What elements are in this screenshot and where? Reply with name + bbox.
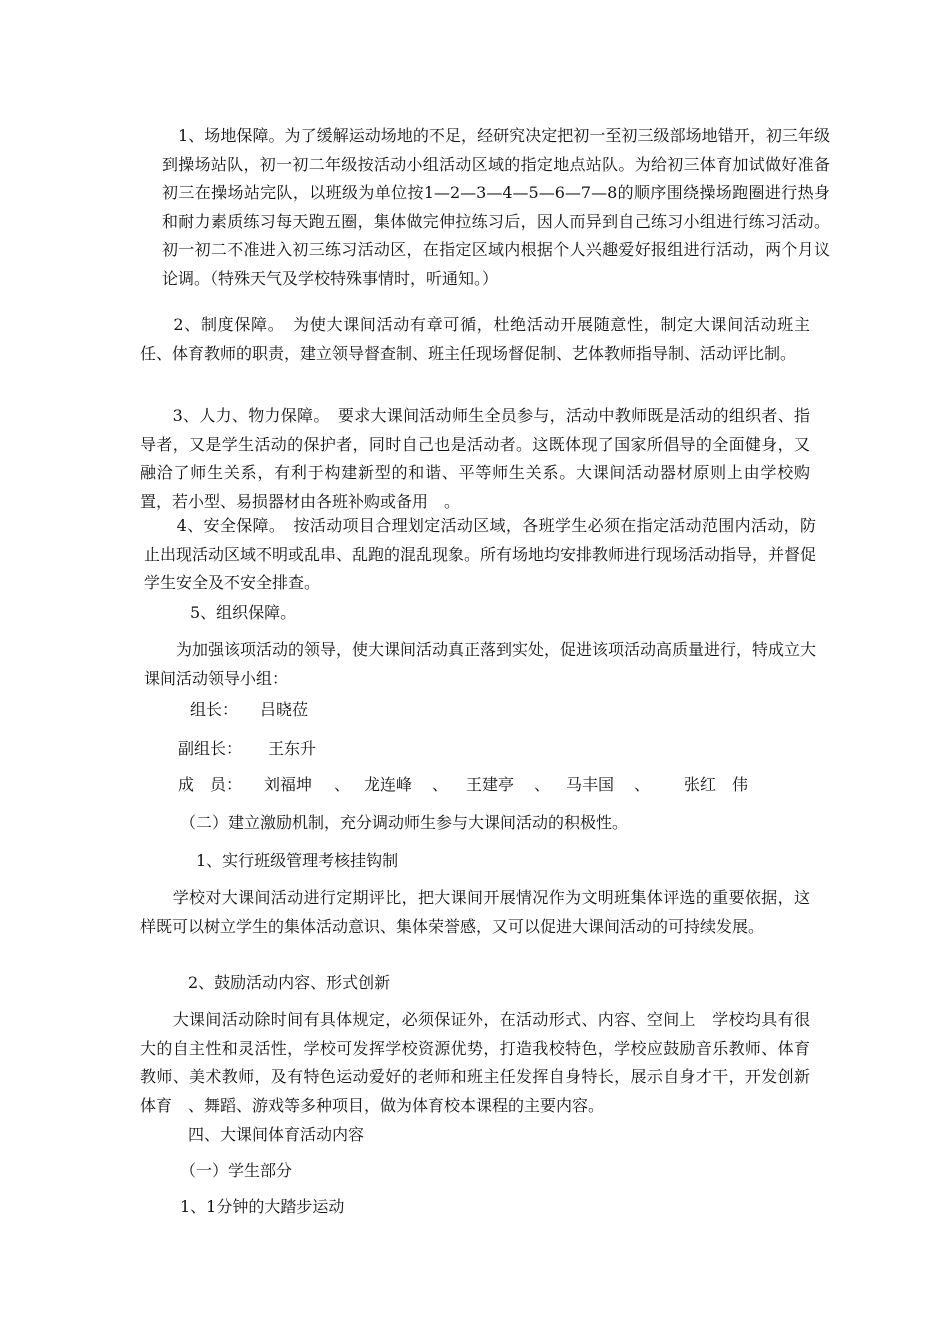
member-2: 龙连峰	[364, 775, 413, 794]
member-4: 马丰国	[566, 775, 615, 794]
leader-name: 吕晓莅	[260, 700, 309, 719]
separator: 、	[334, 775, 351, 794]
deputy-label: 副组长：	[178, 739, 243, 758]
leader-label: 组长：	[190, 700, 239, 719]
section-incentive-heading: （二）建立激励机制，充分调动师生参与大课间活动的积极性。	[180, 813, 629, 832]
paragraph-venue: 1、场地保障。为了缓解运动场地的不足，经研究决定把初一至初三级部场地错开，初三年级到操场站队，初一初二年级按活动小组活动区域的指定地点站队。为给初三体育加试做好准备初三在操场站完队，以班级为单位按1—2—3—4—5—6—7—8的顺序围绕操场跑圈进行热身和耐力素质练习每天跑五圈，集体做完伸拉练习后，因人而异到自己练习小组进行练习活动。初一初二不准进入初三练习活动区，在指定区域内根据个人兴趣爱好报组进行活动，两个月议论调。（特殊天气及学校特殊事情时，听通知。）	[162, 126, 830, 288]
paragraph-leadership: 为加强该项活动的领导，使大课间活动真正落到实处，促进该项活动高质量进行，特成立大课间活动领导小组：	[144, 640, 817, 688]
paragraph-innovation: 大课间活动除时间有具体规定，必须保证外，在活动形式、内容、空间上 学校均具有很大的自主性和灵活性，学校可发挥学校资源优势，打造我校特色，学校应鼓励音乐教师、体育教师、美术教师，及有特色运动爱好的老师和班主任发挥自身特长，展示自身才干，开发创新体育 、舞蹈、游戏等多种项目，做为体育校本课程的主要内容。	[140, 1010, 810, 1115]
separator: 、	[534, 775, 551, 794]
subheading-innovation: 2、鼓励活动内容、形式创新	[188, 973, 391, 992]
section-content-heading: 四、大课间体育活动内容	[188, 1125, 365, 1144]
subheading-class-management: 1、实行班级管理考核挂钩制	[196, 851, 399, 870]
separator: 、	[432, 775, 449, 794]
paragraph-resources: 3、人力、物力保障。 要求大课间活动师生全员参与，活动中教师既是活动的组织者、指导者，又是学生活动的保护者，同时自己也是活动者。这既体现了国家所倡导的全面健身，又融洽了师生关系，有利于构建新型的和谐、平等师生关系。大课间活动器材原则上由学校购置，若小型、易损器材由各班补购或备用 。	[140, 406, 810, 511]
paragraph-evaluation: 学校对大课间活动进行定期评比，把大课间开展情况作为文明班集体评选的重要依据，这样既可以树立学生的集体活动意识、集体荣誉感，又可以促进大课间活动的可持续发展。	[140, 888, 810, 936]
heading-organization: 5、组织保障。	[190, 603, 297, 622]
members-label: 成 员：	[178, 775, 243, 794]
subsection-students: （一）学生部分	[180, 1161, 293, 1180]
item-big-step: 1、1分钟的大踏步运动	[180, 1197, 345, 1216]
member-3: 王建亭	[466, 775, 515, 794]
member-5: 张红 伟	[684, 775, 749, 794]
paragraph-safety: 4、安全保障。 按活动项目合理划定活动区域，各班学生必须在指定活动范围内活动，防止出现活动区域不明或乱串、乱跑的混乱现象。所有场地均安排教师进行现场活动指导，并督促学生安全及不安全排查。	[144, 516, 817, 592]
deputy-name: 王东升	[268, 739, 317, 758]
paragraph-system: 2、制度保障。 为使大课间活动有章可循，杜绝活动开展随意性，制定大课间活动班主任、体育教师的职责，建立领导督查制、班主任现场督促制、艺体教师指导制、活动评比制。	[140, 315, 810, 363]
member-1: 刘福坤	[264, 775, 313, 794]
separator: 、	[634, 775, 651, 794]
